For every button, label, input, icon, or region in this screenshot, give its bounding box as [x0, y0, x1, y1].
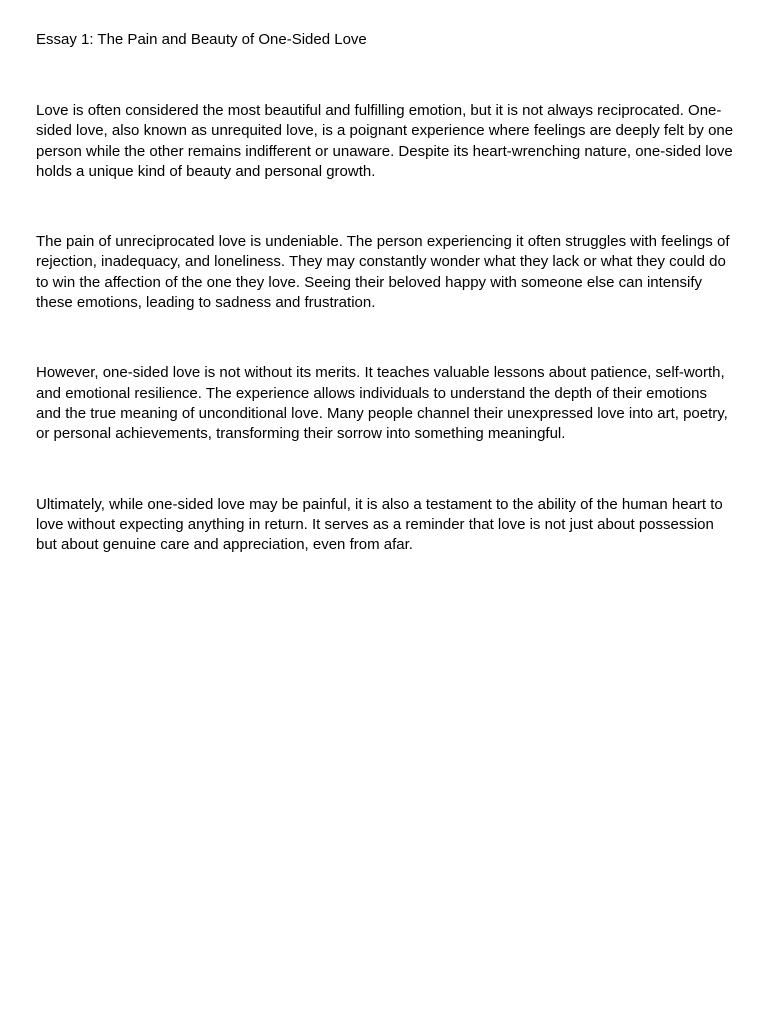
- essay-paragraph-conclusion: Ultimately, while one-sided love may be painful, it is also a testament to the ability of the human heart to love without expecting anything in return. It serves as a reminder that love is not just about possession but about genuine care and appreciation, even from afar.: [36, 495, 723, 554]
- essay-title: Essay 1: The Pain and Beauty of One-Sided Love: [36, 31, 367, 48]
- essay-paragraph-intro: Love is often considered the most beautiful and fulfilling emotion, but it is not always reciprocated. One-sided love, also known as unrequited love, is a poignant experience where feelings are deeply felt by one person while the other remains indifferent or unaware. Despite its heart-wrenching nature, one-sided love holds a unique kind of beauty and personal growth.: [36, 102, 734, 180]
- document-page: [36, 30, 736, 605]
- essay-paragraph-merits: However, one-sided love is not without its merits. It teaches valuable lessons about patience, self-worth, and emotional resilience. The experience allows individuals to understand the depth of their emotions and the true meaning of unconditional love. Many people channel their unexpressed love into art, poetry, or personal achievements, transforming their sorrow into something meaningful.: [36, 364, 728, 443]
- essay-paragraph-pain: The pain of unreciprocated love is undeniable. The person experiencing it often struggles with feelings of rejection, inadequacy, and loneliness. They may constantly wonder what they lack or what they could do to win the affection of the one they love. Seeing their beloved happy with someone else can intensify these emotions, leading to sadness and frustration.: [36, 233, 730, 312]
